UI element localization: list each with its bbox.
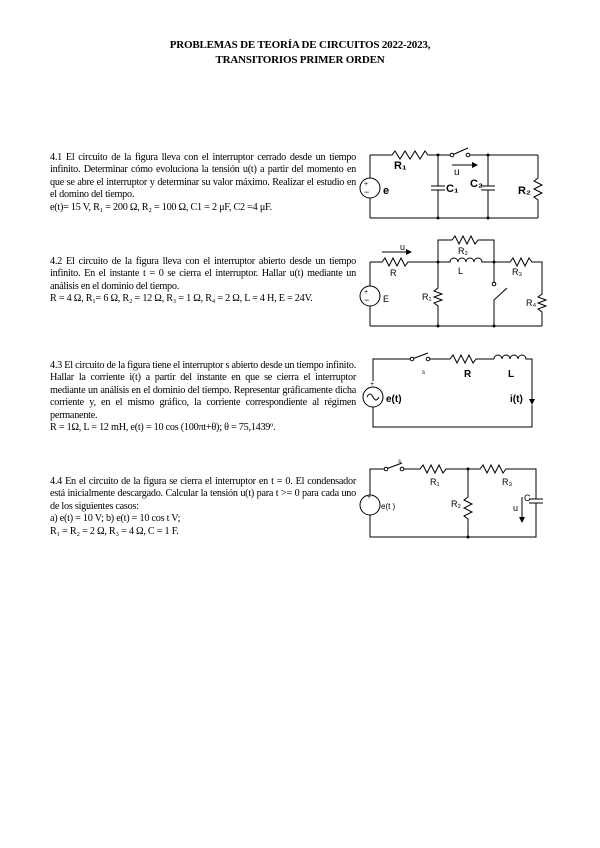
circuit-4-4 <box>356 455 548 545</box>
problem-data: R₁ = R₂ = 2 Ω, R₃ = 4 Ω, C = 1 F. <box>50 525 179 537</box>
title-line-1: PROBLEMAS DE TEORÍA DE CIRCUITOS 2022-2023, <box>169 39 431 51</box>
label-c: C <box>524 493 531 503</box>
problem-data: R = 4 Ω, R₁= 6 Ω, R₂ = 12 Ω, R₃ = 1 Ω, R₄ = 2 Ω, L = 4 H, E = 24V. <box>50 293 313 305</box>
label-l: L <box>508 369 515 380</box>
problem-statement: 4.3 El circuito de la figura tiene el interruptor s abierto desde un tiempo infinito. Hallar la corriente i(t) a partir del instante en que se cierra el interruptor mediante un análisis en el dominio del tiempo. Representar gráficamente dicha corriente y, en el mismo gráfico, la corriente correspondiente al régimen permanente. <box>50 360 356 421</box>
label-r4: R₄ <box>526 298 537 308</box>
problem-4-1 <box>50 152 356 214</box>
label-r3: R₃ <box>502 477 513 487</box>
label-r2: R₂ <box>518 185 531 197</box>
problem-data: R = 1Ω, L = 12 mH, e(t) = 10 cos (100πt+θ); θ = 75,1439º. <box>50 422 276 434</box>
problem-statement: 4.4 En el circuito de la figura se cierra el interruptor en t = 0. El condensador está inicialmente descargado. Calcular la tensión u(t) para t >= 0 para cada uno de los siguientes casos: <box>50 476 356 512</box>
svg-text:+: + <box>364 181 369 188</box>
label-i: i(t) <box>510 394 523 405</box>
label-e: e <box>383 185 390 197</box>
label-c1: C₁ <box>446 183 459 195</box>
label-u: u <box>400 242 406 252</box>
label-u: u <box>454 167 460 178</box>
document-title <box>0 38 600 68</box>
problem-data: e(t)= 15 V, R₁ = 200 Ω, R₂ = 100 Ω, C1 = 2 μF, C2 =4 μF. <box>50 201 272 213</box>
problem-cases: a) e(t) = 10 V; b) e(t) = 10 cos t V; <box>50 513 181 525</box>
circuit-4-3 <box>356 345 548 435</box>
label-r: R <box>390 268 397 278</box>
problem-statement: 4.1 El circuito de la figura lleva con el interruptor cerrado desde un tiempo infinito. Determinar cómo evoluciona la tensión u(t) a partir del momento en que se abre el interruptor y determinar su valor máximo. Realizar el estudio en el domino del tiempo. <box>50 152 356 201</box>
label-r1: R₁ <box>422 292 432 302</box>
svg-text:+: + <box>367 494 372 501</box>
svg-text:s: s <box>422 370 425 376</box>
circuit-4-2 <box>352 228 552 333</box>
label-r3: R₃ <box>512 267 523 277</box>
label-e: e(t) <box>386 394 402 405</box>
circuit-4-1 <box>352 140 552 230</box>
problem-4-4 <box>50 476 356 538</box>
label-l: L <box>458 266 464 276</box>
problem-4-3 <box>50 360 356 434</box>
label-r2: R₂ <box>451 499 461 509</box>
svg-text:−: − <box>364 187 370 197</box>
svg-text:+: + <box>370 381 375 388</box>
svg-text:s: s <box>398 459 401 465</box>
svg-text:−: − <box>364 295 370 305</box>
problem-statement: 4.2 El circuito de la figura lleva con el interruptor abierto desde un tiempo infinito. En el instante t = 0 se cierra el interruptor. Hallar u(t) mediante un análisis en el dominio del tiempo. <box>50 256 356 292</box>
label-u: u <box>513 503 519 513</box>
label-e: E <box>383 294 390 304</box>
label-e: e(t ) <box>381 502 396 511</box>
label-r2: R₂ <box>458 246 468 256</box>
svg-text:+: + <box>364 289 369 296</box>
label-r: R <box>464 369 472 380</box>
label-r1: R₁ <box>430 477 440 487</box>
title-line-2: TRANSITORIOS PRIMER ORDEN <box>215 54 385 66</box>
problem-4-2 <box>50 256 356 306</box>
label-c2: C₂ <box>470 178 483 190</box>
label-r1: R₁ <box>394 160 407 172</box>
